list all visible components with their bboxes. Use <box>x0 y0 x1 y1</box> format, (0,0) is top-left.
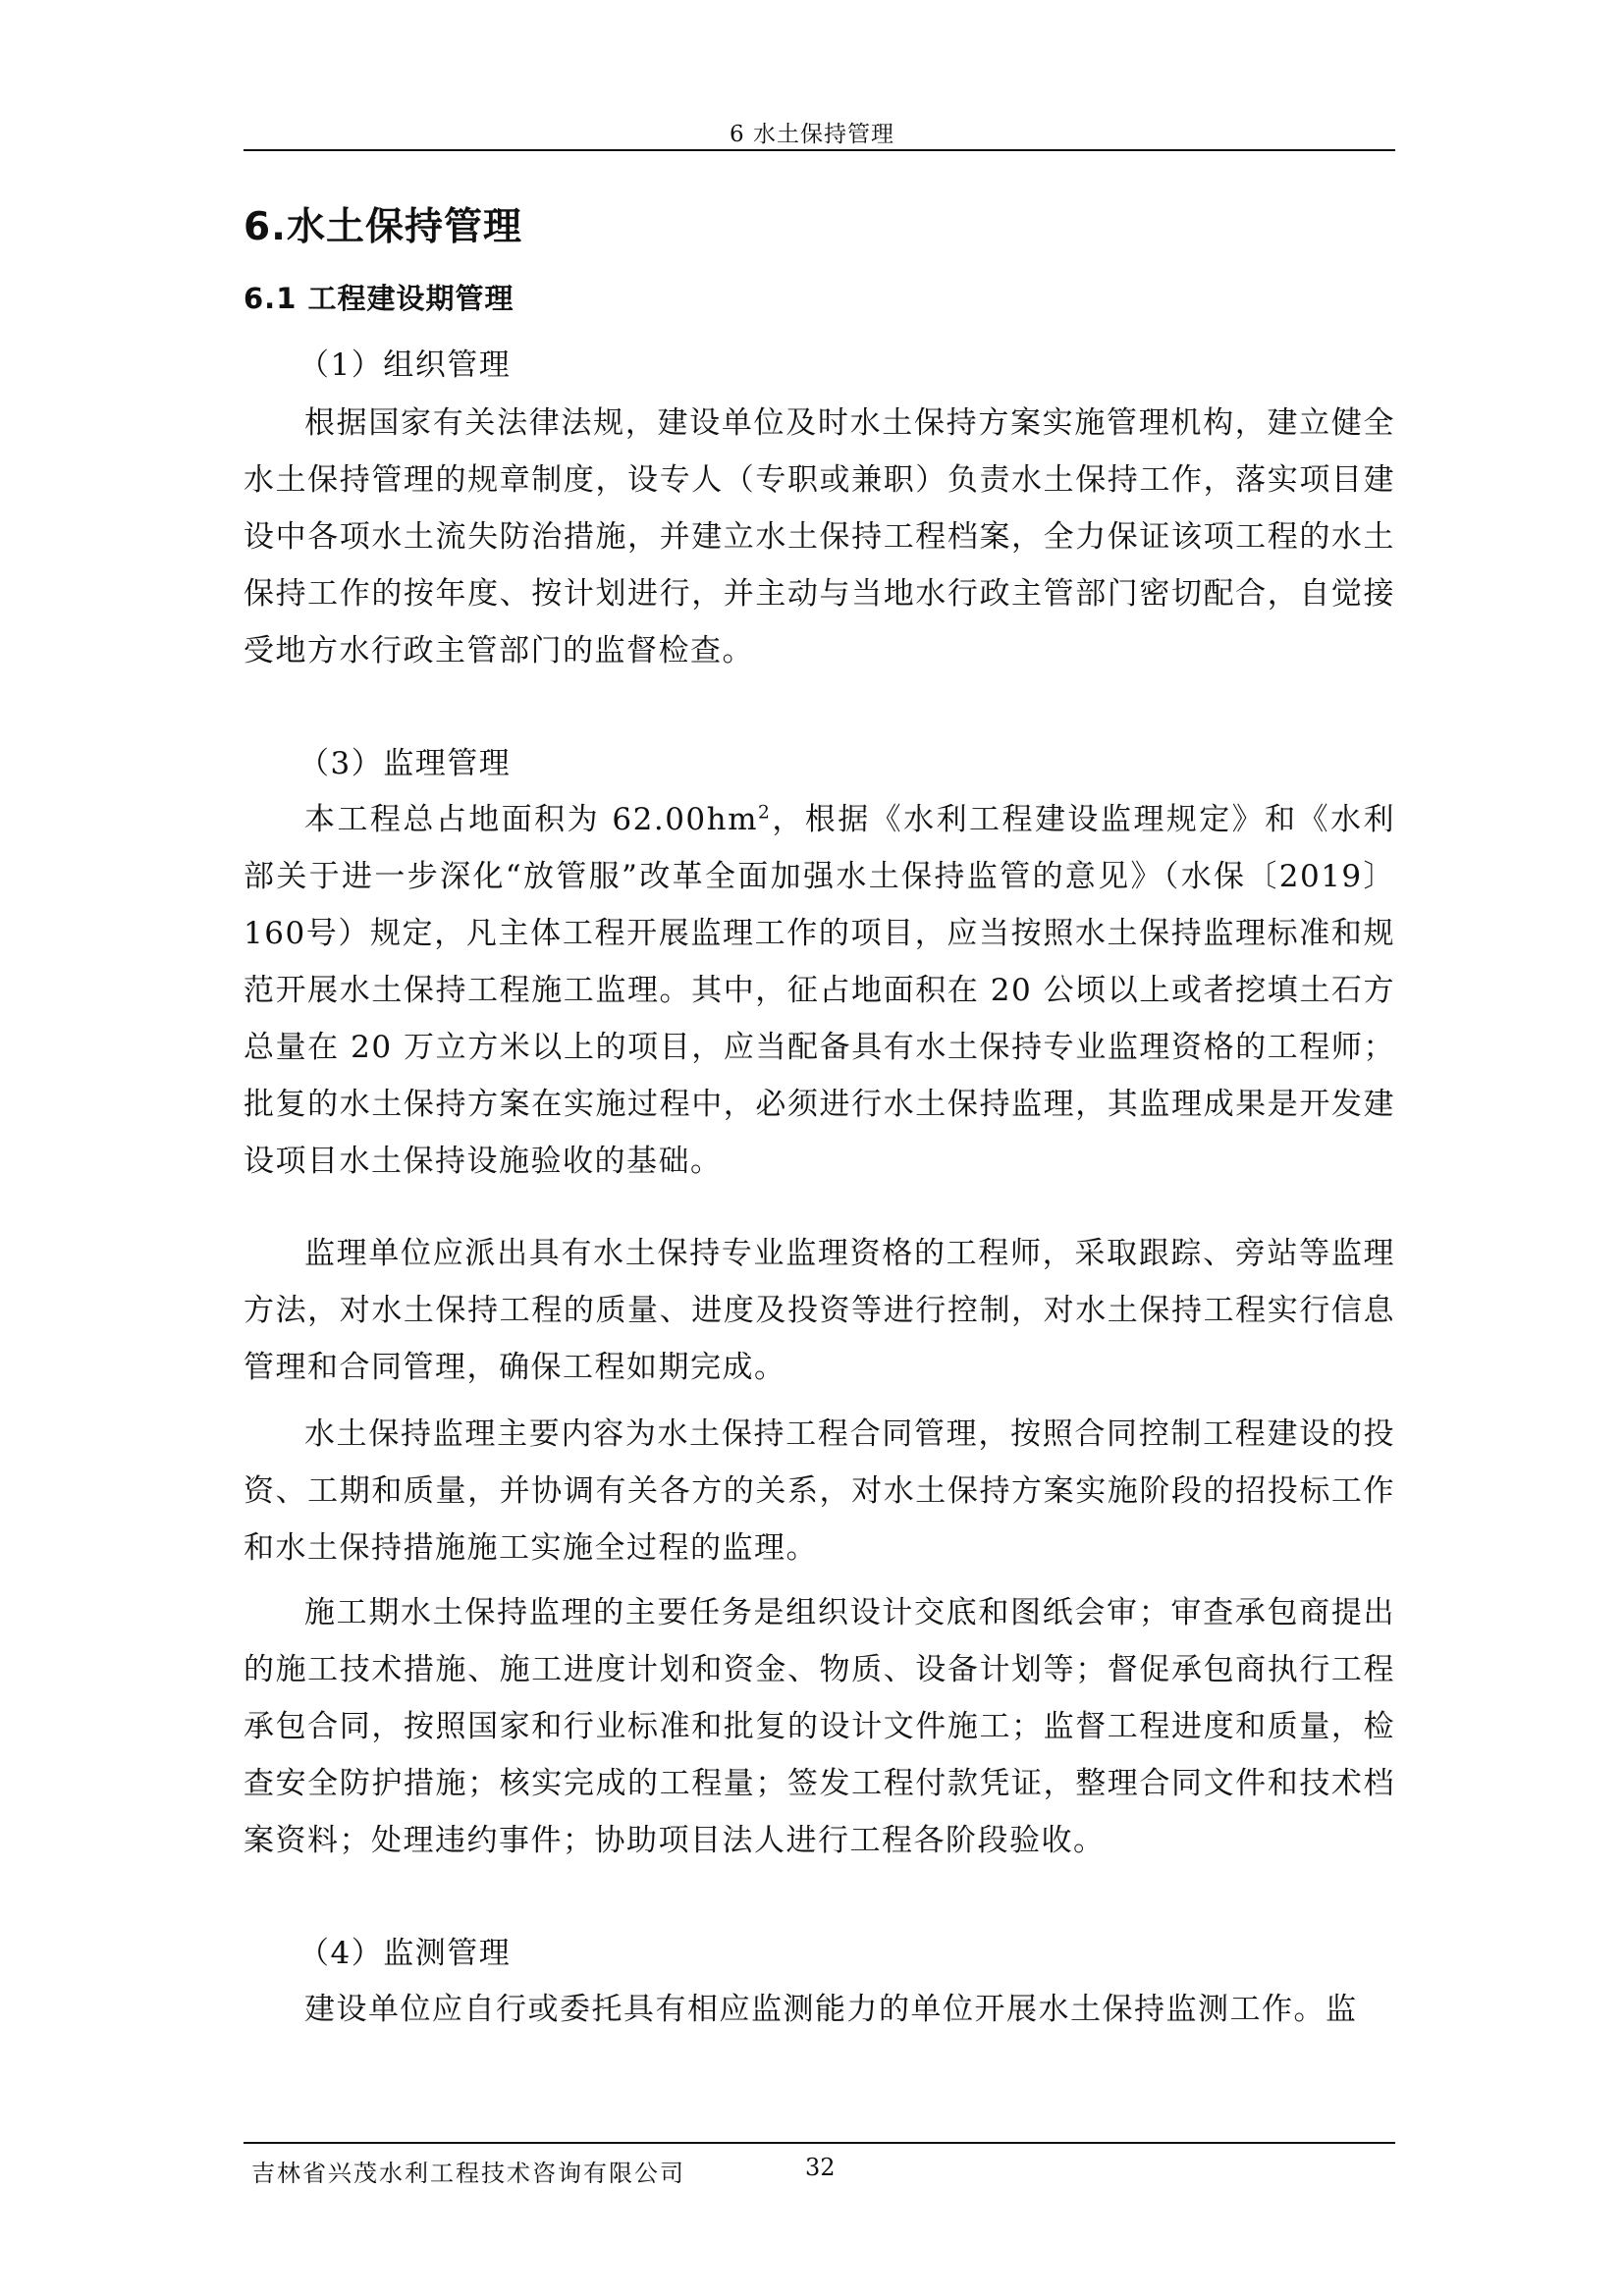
supervision-heading: （3）监理管理 <box>298 746 512 781</box>
monitoring-paragraph: 建设单位应自行或委托具有相应监测能力的单位开展水土保持监测工作。监 <box>304 1992 1358 2027</box>
supervision-paragraph-4: 施工期水土保持监理的主要任务是组织设计交底和图纸会审；审查承包商提出的施工技术措施、施工进度计划和资金、物质、设备计划等；督促承包商执行工程承包合同，按照国家和行业标准和批复的设计文件施工；监督工程进度和质量，检查安全防护措施；核实完成的工程量；签发工程付款凭证，整理合同文件和技术档案资料；处理违约事件；协助项目法人进行工程各阶段验收。 <box>244 1595 1395 1858</box>
running-header: 6 水土保持管理 <box>730 122 894 147</box>
org-management-paragraph: 根据国家有关法律法规，建设单位及时水土保持方案实施管理机构，建立健全水土保持管理的规章制度，设专人（专职或兼职）负责水土保持工作，落实项目建设中各项水土流失防治措施，并建立水土保持工程档案，全力保证该项工程的水土保持工作的按年度、按计划进行，并主动与当地水行政主管部门密切配合，自觉接受地方水行政主管部门的监督检查。 <box>244 405 1395 668</box>
footer-company: 吉林省兴茂水利工程技术咨询有限公司 <box>251 2160 685 2187</box>
supervision-paragraph-3: 水土保持监理主要内容为水土保持工程合同管理，按照合同控制工程建设的投资、工期和质量，并协调有关各方的关系，对水土保持方案实施阶段的招投标工作和水土保持措施施工实施全过程的监理。 <box>244 1416 1395 1566</box>
header-rule <box>244 149 1395 151</box>
org-management-heading: （1）组织管理 <box>298 347 512 383</box>
area-text: 本工程总占地面积为 62.00hm <box>304 802 759 837</box>
area-unit-exponent: 2 <box>758 802 772 824</box>
section-title: 6.水土保持管理 <box>244 205 522 249</box>
page-number: 32 <box>805 2154 836 2181</box>
monitoring-heading: （4）监测管理 <box>298 1936 512 1971</box>
supervision-paragraph-1-rest: ，根据《水利工程建设监理规定》和《水利部关于进一步深化“放管服”改革全面加强水土保持监管的意见》（水保〔2019〕160号）规定，凡主体工程开展监理工作的项目，应当按照水土保持监理标准和规范开展水土保持工程施工监理。其中，征占地面积在 20 公顷以上或者挖填土石方总量在 20 万立方米以上的项目，应当配备具有水土保持专业监理资格的工程师；批复的水土保持方案在实施过程中，必须进行水土保持监理，其监理成果是开发建设项目水土保持设施验收的基础。 <box>244 802 1395 1179</box>
supervision-paragraph-1 <box>244 791 1395 1190</box>
footer-rule <box>244 2142 1395 2144</box>
supervision-paragraph-2: 监理单位应派出具有水土保持专业监理资格的工程师，采取跟踪、旁站等监理方法，对水土保持工程的质量、进度及投资等进行控制，对水土保持工程实行信息管理和合同管理，确保工程如期完成。 <box>244 1236 1395 1385</box>
subsection-title: 6.1 工程建设期管理 <box>244 282 514 315</box>
